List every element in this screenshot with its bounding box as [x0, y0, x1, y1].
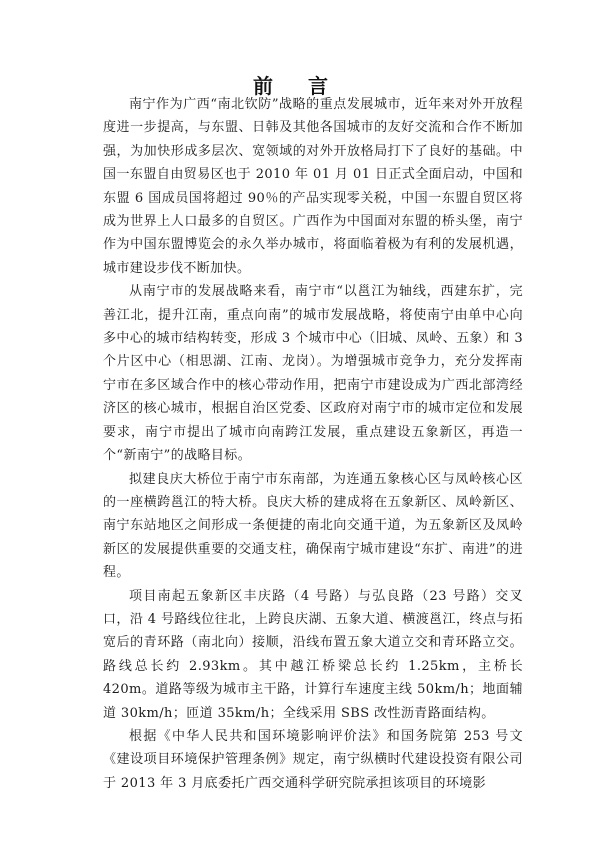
body-text — [103, 93, 523, 795]
paragraph-4: 项目南起五象新区丰庆路（4 号路）与弘良路（23 号路）交叉口，沿 4 号路线位往北，上跨良庆湖、五象大道、横渡邕江，终点与拓宽后的青环路（南北向）接顺，沿线布置五象大道立交和青环路立交。路线总长约 2.93km。其中越江桥梁总长约 1.25km，主桥长 420m。道路等级为城市主干路，计算行车速度主线 50km/h；地面辅道 30km/h；匝道 35km/h；全线采用 SBS 改性沥青路面结构。 — [103, 588, 523, 721]
paragraph-1: 南宁作为广西“南北钦防”战略的重点发展城市，近年来对外开放程度进一步提高，与东盟、日韩及其他各国城市的友好交流和合作不断加强，为加快形成多层次、宽领域的对外开放格局打下了良好的基础。中国一东盟自由贸易区也于 2010 年 01 月 01 日正式全面启动，中国和东盟 6 国成员国将超过 90％的产品实现零关税，中国一东盟自贸区将成为世界上人口最多的自贸区。广西作为中国面对东盟的桥头堡，南宁作为中国东盟博览会的永久举办城市，将面临着极为有利的发展机遇，城市建设步伐不断加快。 — [103, 97, 523, 276]
paragraph-3: 拟建良庆大桥位于南宁市东南部，为连通五象核心区与凤岭核心区的一座横跨邕江的特大桥。良庆大桥的建成将在五象新区、凤岭新区、南宁东站地区之间形成一条便捷的南北向交通干道，为五象新区及凤岭新区的发展提供重要的交通支柱，确保南宁城市建设“东扩、南进”的进程。 — [103, 471, 523, 581]
page-title: 前 言 — [253, 74, 342, 98]
paragraph-2: 从南宁市的发展战略来看，南宁市“以邕江为轴线，西建东扩，完善江北，提升江南，重点向南”的城市发展战略，将使南宁由单中心向多中心的城市结构转变，形成 3 个城市中心（旧城、凤岭、五象）和 3 个片区中心（相思湖、江南、龙岗）。为增强城市竞争力，充分发挥南宁市在多区域合作中的核心带动作用，把南宁市建设成为广西北部湾经济区的核心城市，根据自治区党委、区政府对南宁市的城市定位和发展要求，南宁市提出了城市向南跨江发展，重点建设五象新区，再造一个“新南宁”的战略目标。 — [103, 284, 523, 464]
paragraph-5: 根据《中华人民共和国环境影响评价法》和国务院第 253 号文《建设项目环境保护管理条例》规定，南宁纵横时代建设投资有限公司于 2013 年 3 月底委托广西交通科学研究院承担该项目的环境影 — [103, 728, 523, 791]
